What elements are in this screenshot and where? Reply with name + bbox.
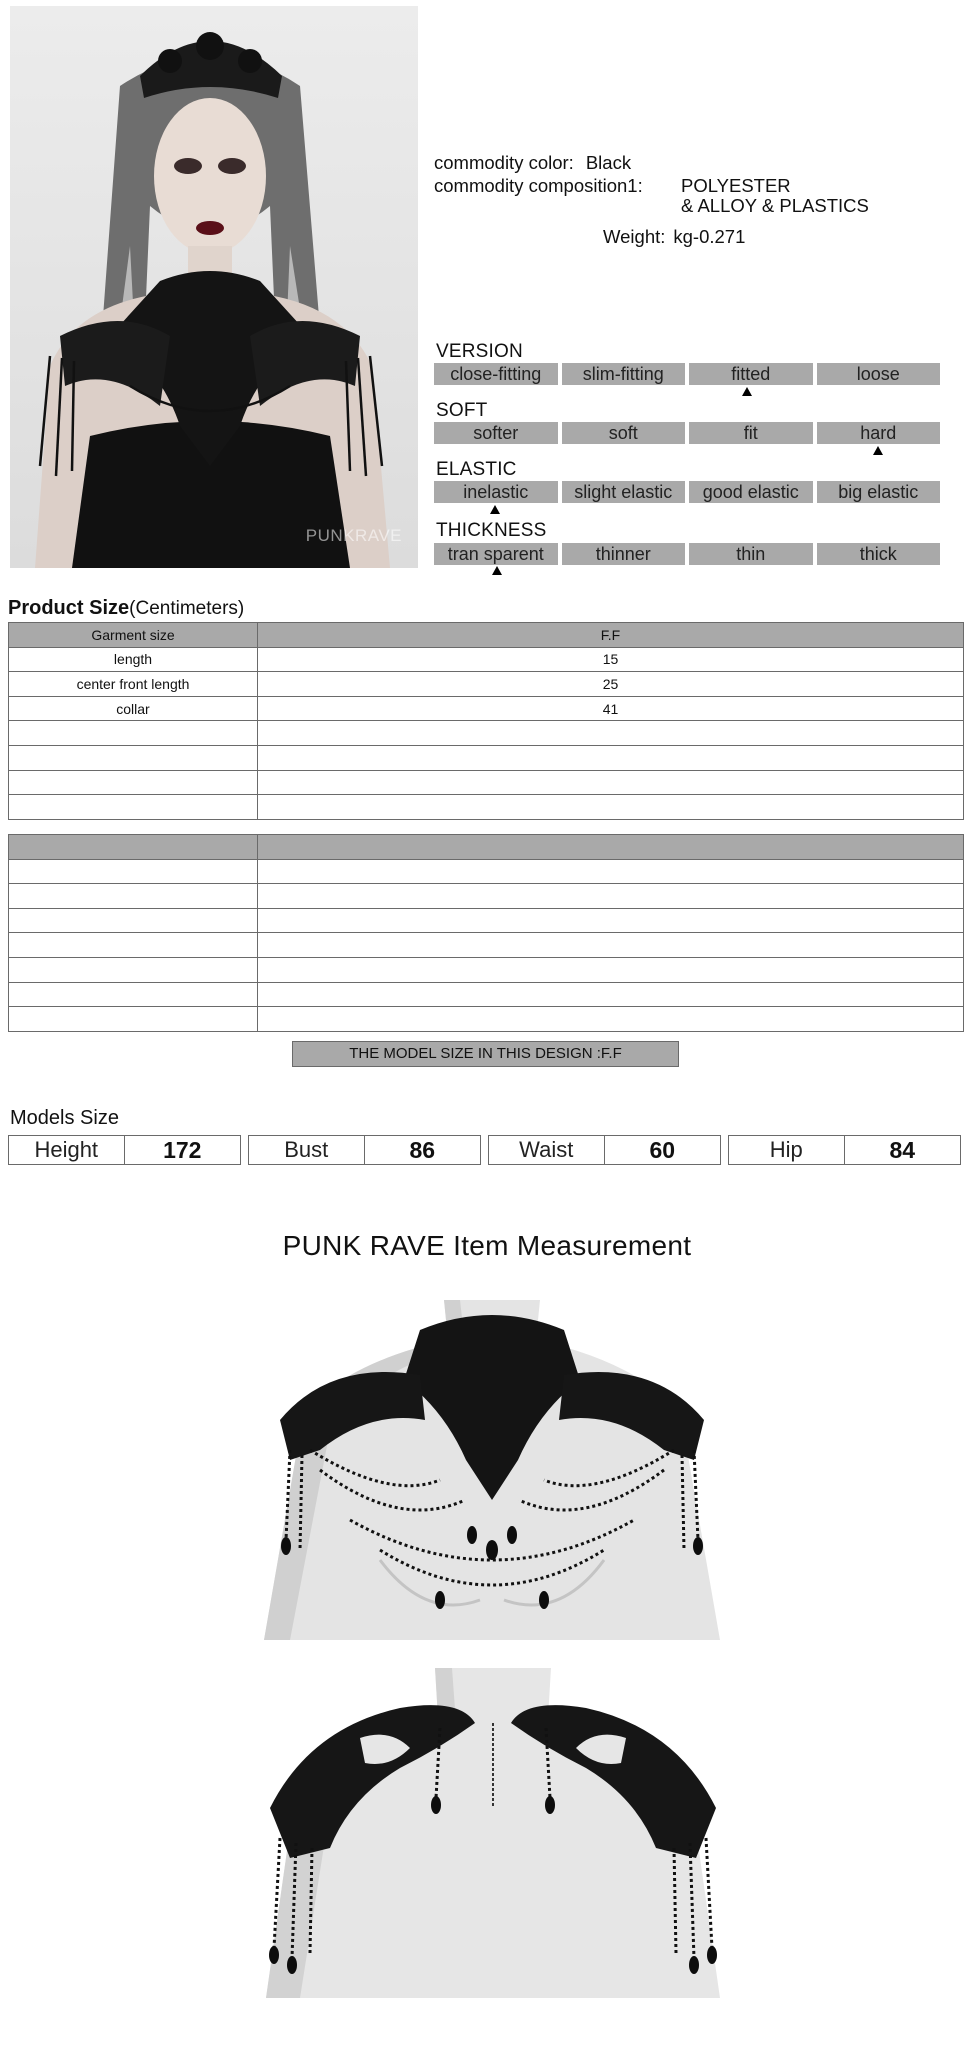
scale-option: slim-fitting — [562, 363, 686, 385]
product-size-heading: Product Size — [8, 597, 130, 619]
table-row — [9, 745, 964, 770]
composition-label: commodity composition1: — [434, 175, 643, 196]
scale-option: slight elastic — [562, 481, 686, 503]
size-label-cell: length — [9, 647, 258, 672]
models-size-height — [8, 1135, 241, 1165]
table-row — [9, 721, 964, 746]
scale-option: good elastic — [689, 481, 813, 503]
models-size-bust — [248, 1135, 481, 1165]
attr-title-soft: SOFT — [436, 400, 488, 421]
measure-label: Waist — [489, 1136, 605, 1164]
attr-title-thickness: THICKNESS — [436, 520, 547, 541]
selection-marker-icon — [742, 387, 752, 396]
watermark-text: PUNKRAVE — [305, 526, 402, 545]
table-row — [9, 696, 964, 721]
models-size-title: Models Size — [10, 1107, 119, 1129]
attr-scale-version — [434, 363, 940, 385]
scale-option: fitted — [689, 363, 813, 385]
product-size-title — [8, 597, 244, 620]
size-label-cell: collar — [9, 696, 258, 721]
scale-option: hard — [817, 422, 941, 444]
table-row — [9, 859, 964, 884]
product-size-unit: (Centimeters) — [129, 598, 245, 619]
models-size-waist — [488, 1135, 721, 1165]
empty-size-table — [8, 834, 964, 1032]
scale-option: tran sparent — [434, 543, 558, 565]
table-row — [9, 647, 964, 672]
scale-option: fit — [689, 422, 813, 444]
scale-option: loose — [817, 363, 941, 385]
header-cell: F.F — [258, 623, 964, 648]
size-value-cell: 25 — [258, 672, 964, 697]
table-row — [9, 933, 964, 958]
selection-marker-icon — [492, 566, 502, 575]
scale-option: thick — [817, 543, 941, 565]
commodity-composition — [434, 175, 869, 216]
color-value: Black — [585, 152, 632, 173]
size-value-cell: 41 — [258, 696, 964, 721]
scale-option: soft — [562, 422, 686, 444]
weight-value: kg-0.271 — [673, 226, 746, 247]
product-size-table — [8, 622, 964, 820]
measure-value: 86 — [409, 1137, 436, 1163]
scale-option: inelastic — [434, 481, 558, 503]
composition-value-line2: & ALLOY & PLASTICS — [681, 195, 869, 216]
attr-title-elastic: ELASTIC — [436, 459, 517, 480]
table-row — [9, 884, 964, 909]
color-label: commodity color: — [434, 152, 574, 173]
product-front-photo — [250, 1300, 734, 1640]
table-row — [9, 1007, 964, 1032]
measurement-title: PUNK RAVE Item Measurement — [282, 1230, 692, 1261]
size-label-cell: center front length — [9, 672, 258, 697]
selection-marker-icon — [873, 446, 883, 455]
measure-value: 172 — [163, 1137, 202, 1163]
measure-value: 60 — [649, 1137, 676, 1163]
attr-title-version: VERSION — [436, 341, 523, 362]
model-photo — [10, 6, 418, 568]
weight-label: Weight: — [603, 226, 666, 247]
table-row — [9, 908, 964, 933]
table-row — [9, 672, 964, 697]
models-size-hip — [728, 1135, 961, 1165]
scale-option: softer — [434, 422, 558, 444]
product-back-photo — [240, 1668, 746, 1998]
table-header-row — [9, 623, 964, 648]
table-row — [9, 795, 964, 820]
measure-label: Hip — [729, 1136, 845, 1164]
header-cell: Garment size — [9, 623, 258, 648]
product-front-illustration — [250, 1300, 734, 1640]
measure-label: Height — [9, 1136, 125, 1164]
commodity-weight — [603, 226, 745, 248]
commodity-color — [434, 152, 631, 174]
attr-scale-elastic — [434, 481, 940, 503]
composition-value-line1: POLYESTER — [681, 175, 791, 196]
table-row — [9, 982, 964, 1007]
size-value-cell: 15 — [258, 647, 964, 672]
attr-scale-thickness — [434, 543, 940, 565]
table-row — [9, 770, 964, 795]
model-size-note: THE MODEL SIZE IN THIS DESIGN :F.F — [292, 1041, 679, 1067]
table-header-row — [9, 835, 964, 860]
measure-label: Bust — [249, 1136, 365, 1164]
attr-scale-soft — [434, 422, 940, 444]
scale-option: thinner — [562, 543, 686, 565]
scale-option: thin — [689, 543, 813, 565]
product-back-illustration — [240, 1668, 746, 1998]
model-illustration — [10, 6, 418, 568]
selection-marker-icon — [490, 505, 500, 514]
measure-value: 84 — [889, 1137, 916, 1163]
scale-option: big elastic — [817, 481, 941, 503]
scale-option: close-fitting — [434, 363, 558, 385]
table-row — [9, 957, 964, 982]
